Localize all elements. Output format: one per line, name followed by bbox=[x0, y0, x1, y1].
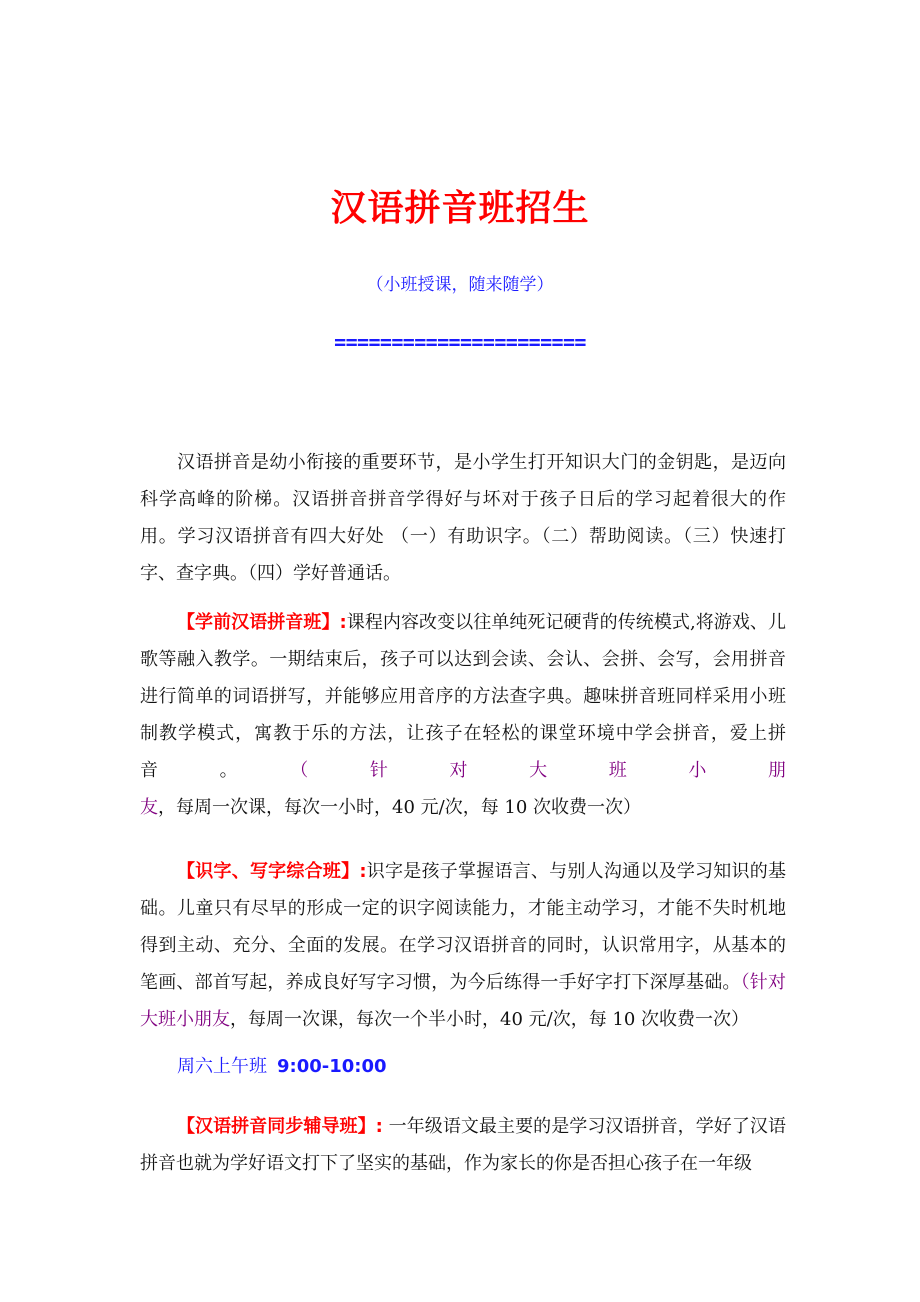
section-pinyin-tutoring bbox=[140, 1108, 786, 1182]
schedule-line bbox=[177, 1052, 387, 1078]
section-note-details: ，每周一次课，每次一小时，40 元/次，每 10 次收费一次） bbox=[158, 797, 642, 818]
section-note-target: （针对大班小朋友 bbox=[140, 972, 787, 1030]
page-subtitle: （小班授课，随来随学） bbox=[366, 275, 554, 295]
schedule-day: 周六上午班 bbox=[177, 1056, 267, 1077]
section-note-target: （针对大班小朋友 bbox=[140, 760, 786, 818]
section-note-details: ，每周一次课，每次一个半小时，40 元/次，每 10 次收费一次） bbox=[230, 1009, 750, 1030]
section-label: 【学前汉语拼音班】: bbox=[177, 612, 347, 633]
divider-line: ====================== bbox=[334, 330, 586, 354]
section-body: 识字是孩子掌握语言、与别人沟通以及学习知识的基础。儿童只有尽早的形成一定的识字阅读能力，才能主动学习，才能不失时机地得到主动、充分、全面的发展。在学习汉语拼音的同时，认识常用字，从基本的笔画、部首写起，养成良好写字习惯，为今后练得一手好字打下深厚基础。 bbox=[140, 861, 786, 993]
section-literacy-writing bbox=[140, 853, 786, 1038]
schedule-time: 9:00-10:00 bbox=[277, 1056, 387, 1077]
intro-paragraph bbox=[140, 444, 786, 592]
section-body: 一年级语文最主要的是学习汉语拼音，学好了汉语拼音也就为学好语文打下了坚实的基础，作为家长的你是否担心孩子在一年级 bbox=[140, 1116, 786, 1174]
section-body: 课程内容改变以往单纯死记硬背的传统模式,将游戏、儿歌等融入教学。一期结束后，孩子可以达到会读、会认、会拼、会写，会用拼音进行简单的词语拼写，并能够应用音序的方法查字典。趣味拼音班同样采用小班制教学模式，寓教于乐的方法，让孩子在轻松的课堂环境中学会拼音，爱上拼音。 bbox=[140, 612, 786, 781]
intro-text: 汉语拼音是幼小衔接的重要环节，是小学生打开知识大门的金钥匙，是迈向科学高峰的阶梯。汉语拼音拼音学得好与坏对于孩子日后的学习起着很大的作用。学习汉语拼音有四大好处 （一）有助识字。（二）帮助阅读。（三）快速打字、查字典。（四）学好普通话。 bbox=[140, 452, 786, 584]
section-label: 【识字、写字综合班】: bbox=[177, 861, 367, 882]
section-preschool-pinyin bbox=[140, 604, 786, 826]
page-title: 汉语拼音班招生 bbox=[330, 188, 590, 229]
section-label: 【汉语拼音同步辅导班】: bbox=[177, 1116, 383, 1137]
